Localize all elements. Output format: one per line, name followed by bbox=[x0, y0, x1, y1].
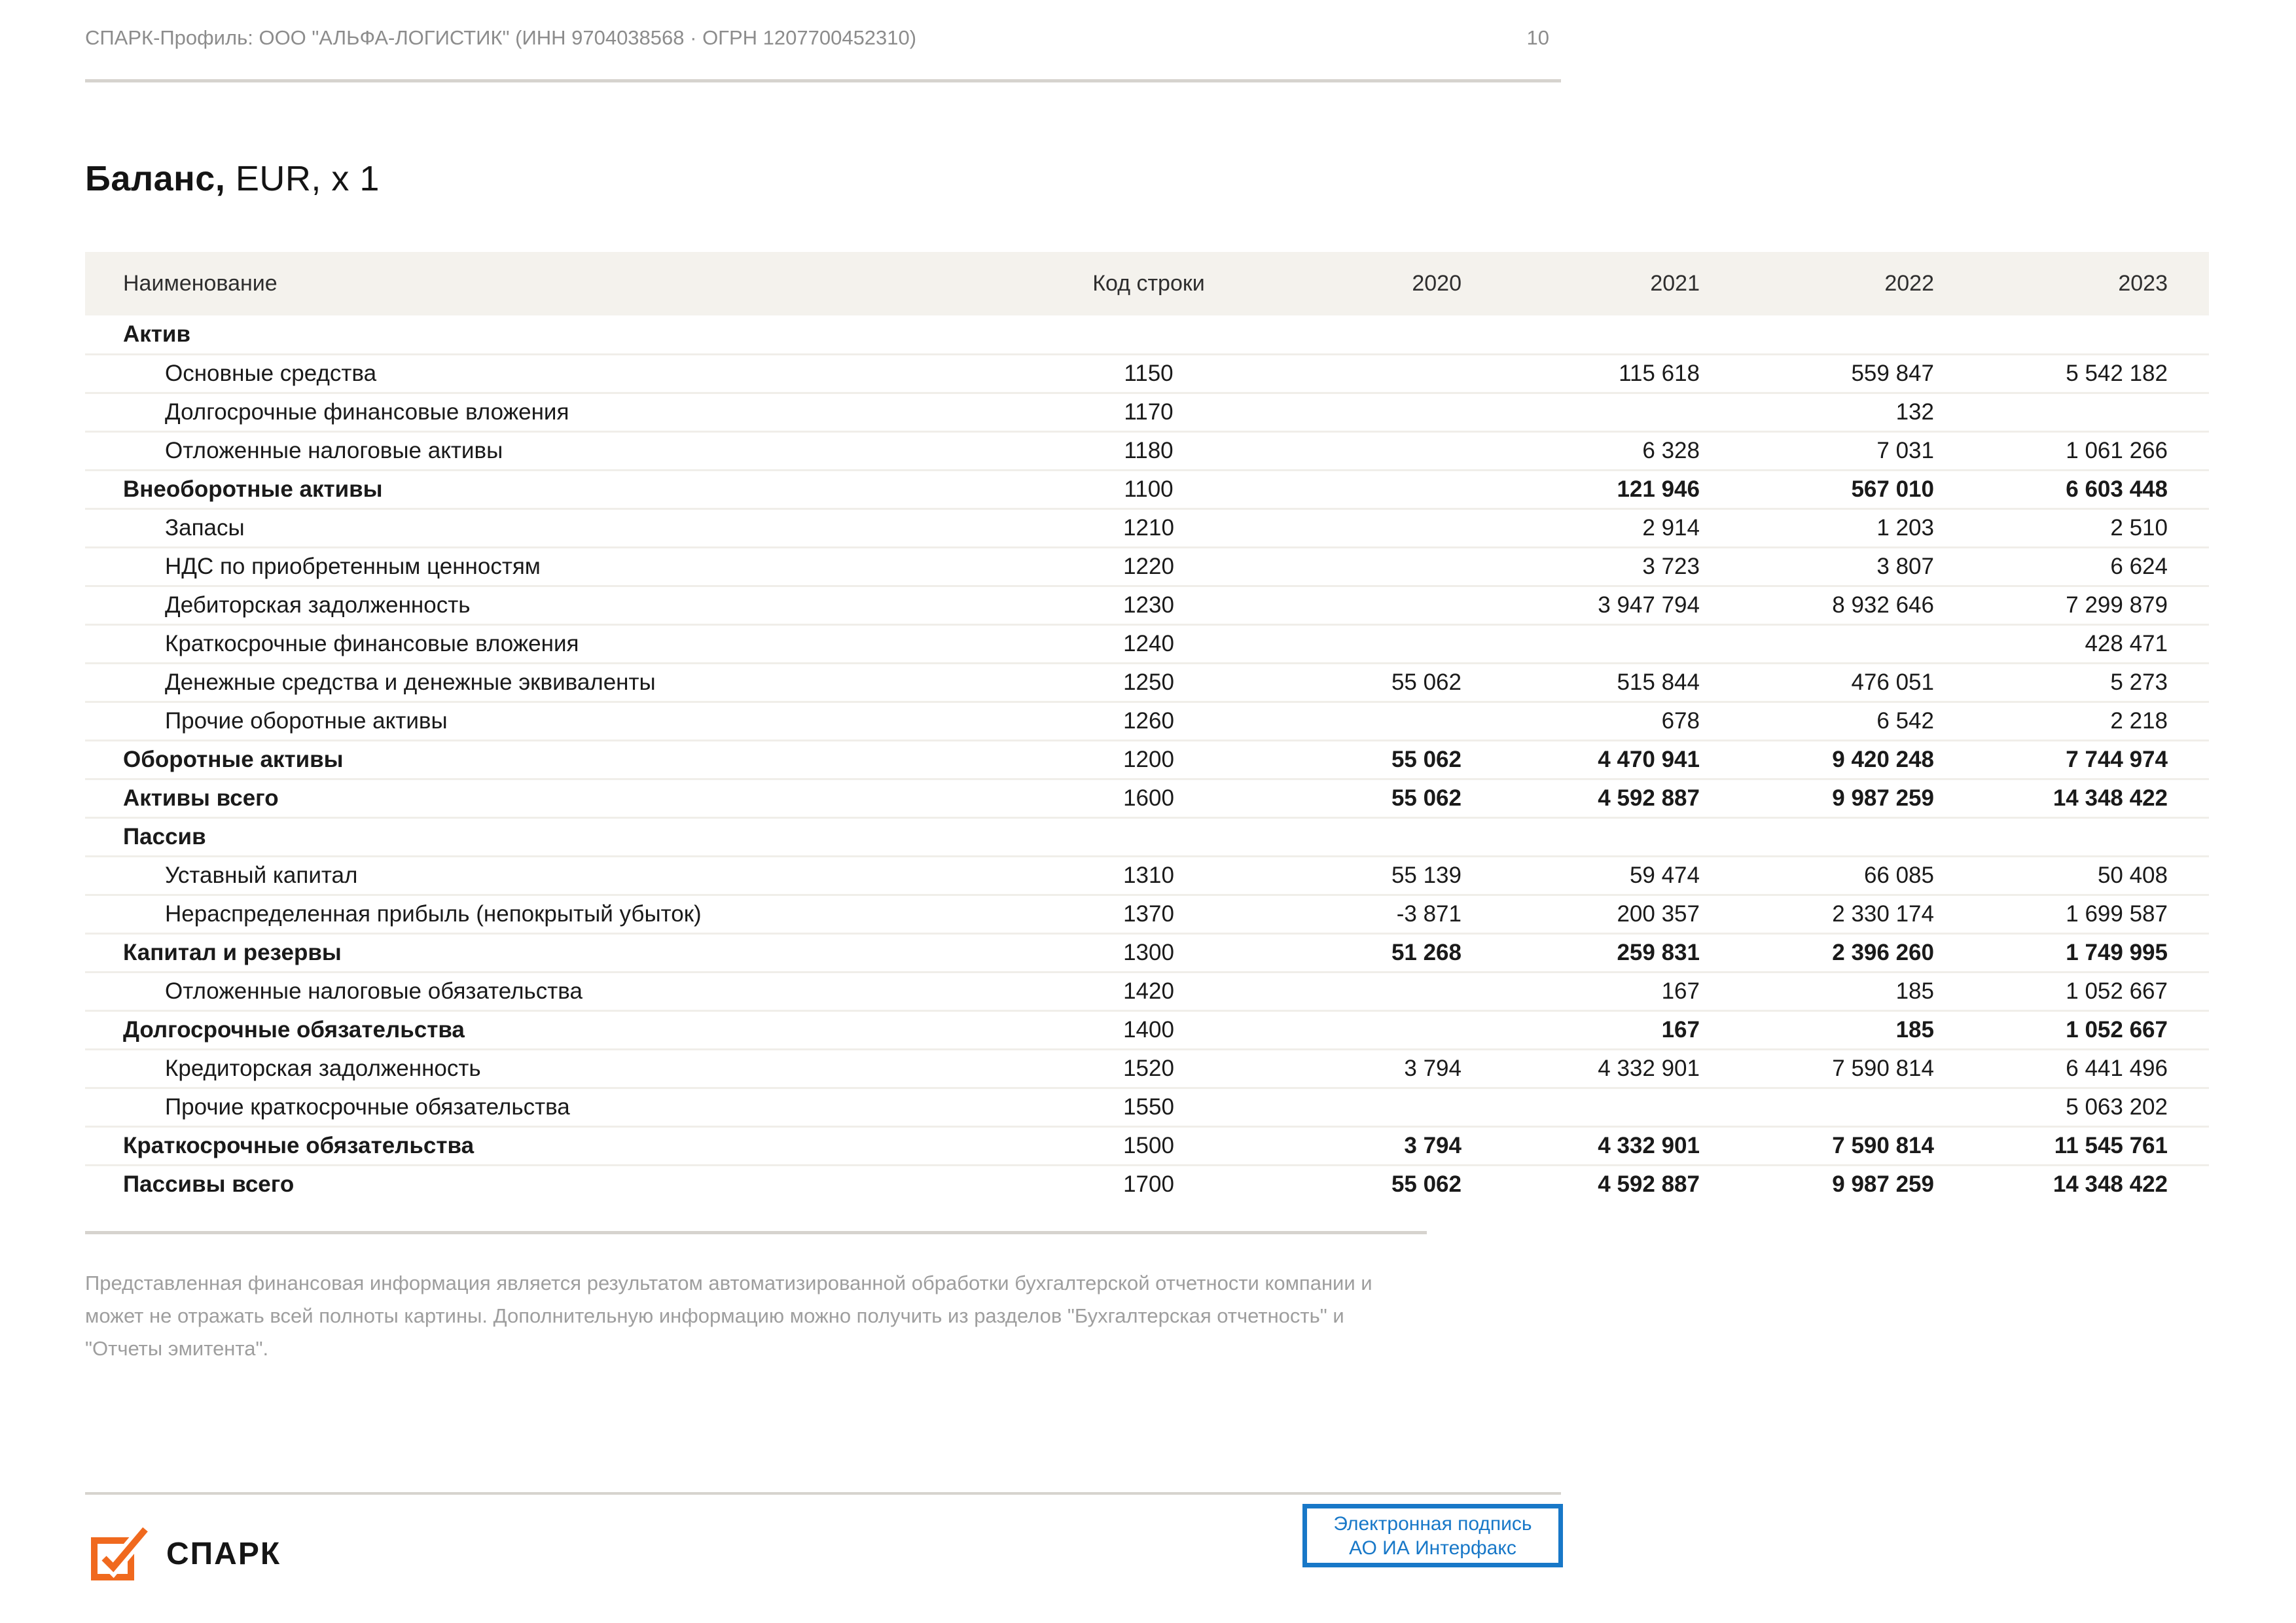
table-header bbox=[85, 252, 2209, 315]
row-value-2022: 2 330 174 bbox=[1741, 895, 1975, 933]
row-value-2020: 55 062 bbox=[1257, 740, 1503, 779]
title-units: EUR, x 1 bbox=[235, 159, 380, 198]
column-header-2020: 2020 bbox=[1257, 252, 1503, 315]
row-value-2020: 55 139 bbox=[1257, 856, 1503, 895]
row-value-2023: 14 348 422 bbox=[1975, 1165, 2209, 1204]
row-value-2022: 2 396 260 bbox=[1741, 933, 1975, 972]
row-name: Долгосрочные обязательства bbox=[85, 1010, 1041, 1049]
row-code: 1240 bbox=[1041, 624, 1257, 663]
table-row bbox=[85, 315, 2209, 354]
header-divider bbox=[85, 79, 1561, 82]
balance-table bbox=[85, 252, 2209, 1204]
row-value-2023: 2 510 bbox=[1975, 508, 2209, 547]
balance-table-container bbox=[85, 252, 2209, 1204]
table-row bbox=[85, 624, 2209, 663]
row-value-2023: 1 052 667 bbox=[1975, 1010, 2209, 1049]
row-code: 1210 bbox=[1041, 508, 1257, 547]
signature-line1: Электронная подпись bbox=[1333, 1512, 1532, 1535]
row-value-2022: 1 203 bbox=[1741, 508, 1975, 547]
row-code: 1420 bbox=[1041, 972, 1257, 1010]
row-value-2021: 515 844 bbox=[1503, 663, 1741, 702]
page-header bbox=[85, 26, 1561, 50]
table-row bbox=[85, 547, 2209, 586]
table-row bbox=[85, 933, 2209, 972]
row-name: Кредиторская задолженность bbox=[85, 1049, 1041, 1088]
row-name: Пассивы всего bbox=[85, 1165, 1041, 1204]
row-value-2021 bbox=[1503, 624, 1741, 663]
row-value-2022: 185 bbox=[1741, 972, 1975, 1010]
row-value-2023: 6 603 448 bbox=[1975, 470, 2209, 508]
spark-checkbox-icon bbox=[90, 1524, 156, 1584]
row-value-2022: 185 bbox=[1741, 1010, 1975, 1049]
spark-logo-text: СПАРК bbox=[166, 1537, 281, 1571]
table-row bbox=[85, 895, 2209, 933]
row-value-2023: 6 441 496 bbox=[1975, 1049, 2209, 1088]
row-value-2023: 50 408 bbox=[1975, 856, 2209, 895]
row-value-2021: 3 723 bbox=[1503, 547, 1741, 586]
signature-line2: АО ИА Интерфакс bbox=[1349, 1537, 1516, 1559]
row-name: Запасы bbox=[85, 508, 1041, 547]
row-name: Долгосрочные финансовые вложения bbox=[85, 393, 1041, 431]
row-value-2020 bbox=[1257, 817, 1503, 856]
row-name: Пассив bbox=[85, 817, 1041, 856]
row-value-2022: 567 010 bbox=[1741, 470, 1975, 508]
row-value-2020 bbox=[1257, 315, 1503, 354]
table-body bbox=[85, 315, 2209, 1204]
row-name: Краткосрочные финансовые вложения bbox=[85, 624, 1041, 663]
row-value-2020 bbox=[1257, 470, 1503, 508]
table-row bbox=[85, 1010, 2209, 1049]
column-header-2023: 2023 bbox=[1975, 252, 2209, 315]
row-value-2020: 55 062 bbox=[1257, 663, 1503, 702]
row-code: 1230 bbox=[1041, 586, 1257, 624]
table-row bbox=[85, 702, 2209, 740]
row-value-2022: 66 085 bbox=[1741, 856, 1975, 895]
row-value-2020: -3 871 bbox=[1257, 895, 1503, 933]
row-value-2021: 6 328 bbox=[1503, 431, 1741, 470]
row-value-2022: 7 590 814 bbox=[1741, 1049, 1975, 1088]
row-value-2023: 7 299 879 bbox=[1975, 586, 2209, 624]
row-code: 1250 bbox=[1041, 663, 1257, 702]
spark-logo bbox=[90, 1524, 281, 1584]
row-value-2021: 200 357 bbox=[1503, 895, 1741, 933]
table-row bbox=[85, 1049, 2209, 1088]
row-value-2021: 167 bbox=[1503, 1010, 1741, 1049]
row-code: 1600 bbox=[1041, 779, 1257, 817]
header-profile-text: СПАРК-Профиль: ООО "АЛЬФА-ЛОГИСТИК" (ИНН 9704038568 · ОГРН 1207700452310) bbox=[85, 26, 917, 49]
row-code: 1150 bbox=[1041, 354, 1257, 393]
row-value-2023: 6 624 bbox=[1975, 547, 2209, 586]
row-value-2022 bbox=[1741, 817, 1975, 856]
row-value-2020 bbox=[1257, 547, 1503, 586]
row-value-2021 bbox=[1503, 817, 1741, 856]
row-code: 1100 bbox=[1041, 470, 1257, 508]
table-row bbox=[85, 431, 2209, 470]
table-row bbox=[85, 470, 2209, 508]
disclaimer-text: Представленная финансовая информация является результатом автоматизированной обработки бухгалтерской отчетности компании и может не отражать всей полноты картины. Дополнительную информацию можно получить из разделов "Бухгалтерская отчетность" и "Отчеты эмитента". bbox=[85, 1272, 1372, 1360]
row-value-2020 bbox=[1257, 1088, 1503, 1126]
row-code: 1500 bbox=[1041, 1126, 1257, 1165]
table-row bbox=[85, 779, 2209, 817]
row-name: Прочие оборотные активы bbox=[85, 702, 1041, 740]
column-header-name: Наименование bbox=[85, 252, 1041, 315]
row-code bbox=[1041, 315, 1257, 354]
page-number: 10 bbox=[1526, 26, 1549, 49]
row-value-2022: 7 031 bbox=[1741, 431, 1975, 470]
row-code: 1170 bbox=[1041, 393, 1257, 431]
table-row bbox=[85, 972, 2209, 1010]
row-code: 1520 bbox=[1041, 1049, 1257, 1088]
row-value-2022: 476 051 bbox=[1741, 663, 1975, 702]
row-value-2021: 3 947 794 bbox=[1503, 586, 1741, 624]
row-value-2022 bbox=[1741, 624, 1975, 663]
row-value-2020: 51 268 bbox=[1257, 933, 1503, 972]
row-value-2022: 9 987 259 bbox=[1741, 779, 1975, 817]
row-value-2022: 7 590 814 bbox=[1741, 1126, 1975, 1165]
row-value-2021: 4 332 901 bbox=[1503, 1049, 1741, 1088]
row-value-2022: 9 420 248 bbox=[1741, 740, 1975, 779]
row-name: Капитал и резервы bbox=[85, 933, 1041, 972]
page-title bbox=[85, 158, 380, 199]
table-row bbox=[85, 1126, 2209, 1165]
row-value-2021 bbox=[1503, 1088, 1741, 1126]
row-value-2021 bbox=[1503, 393, 1741, 431]
row-value-2020 bbox=[1257, 702, 1503, 740]
row-value-2022 bbox=[1741, 315, 1975, 354]
table-row bbox=[85, 508, 2209, 547]
row-value-2020 bbox=[1257, 431, 1503, 470]
row-value-2022: 8 932 646 bbox=[1741, 586, 1975, 624]
row-code: 1300 bbox=[1041, 933, 1257, 972]
column-header-2021: 2021 bbox=[1503, 252, 1741, 315]
row-value-2023 bbox=[1975, 393, 2209, 431]
row-value-2023: 1 699 587 bbox=[1975, 895, 2209, 933]
footer-divider bbox=[85, 1492, 1561, 1495]
row-value-2020: 3 794 bbox=[1257, 1126, 1503, 1165]
row-name: Краткосрочные обязательства bbox=[85, 1126, 1041, 1165]
row-code: 1700 bbox=[1041, 1165, 1257, 1204]
row-value-2022: 132 bbox=[1741, 393, 1975, 431]
row-value-2021: 259 831 bbox=[1503, 933, 1741, 972]
row-value-2021: 121 946 bbox=[1503, 470, 1741, 508]
row-value-2022: 9 987 259 bbox=[1741, 1165, 1975, 1204]
row-name: Уставный капитал bbox=[85, 856, 1041, 895]
row-value-2020 bbox=[1257, 354, 1503, 393]
row-value-2021: 115 618 bbox=[1503, 354, 1741, 393]
table-row bbox=[85, 740, 2209, 779]
table-row bbox=[85, 393, 2209, 431]
row-value-2020 bbox=[1257, 972, 1503, 1010]
row-value-2020: 55 062 bbox=[1257, 1165, 1503, 1204]
table-row bbox=[85, 856, 2209, 895]
row-value-2021: 4 592 887 bbox=[1503, 1165, 1741, 1204]
row-value-2020: 55 062 bbox=[1257, 779, 1503, 817]
row-code: 1260 bbox=[1041, 702, 1257, 740]
row-value-2023: 1 052 667 bbox=[1975, 972, 2209, 1010]
row-code: 1310 bbox=[1041, 856, 1257, 895]
row-value-2023: 14 348 422 bbox=[1975, 779, 2209, 817]
row-name: Прочие краткосрочные обязательства bbox=[85, 1088, 1041, 1126]
row-value-2021: 4 470 941 bbox=[1503, 740, 1741, 779]
row-value-2023: 7 744 974 bbox=[1975, 740, 2209, 779]
row-name: Отложенные налоговые активы bbox=[85, 431, 1041, 470]
row-value-2021: 2 914 bbox=[1503, 508, 1741, 547]
row-value-2023: 5 542 182 bbox=[1975, 354, 2209, 393]
row-value-2020 bbox=[1257, 393, 1503, 431]
row-name: Внеоборотные активы bbox=[85, 470, 1041, 508]
table-row bbox=[85, 817, 2209, 856]
row-value-2023: 1 749 995 bbox=[1975, 933, 2209, 972]
row-name: Нераспределенная прибыль (непокрытый убыток) bbox=[85, 895, 1041, 933]
row-value-2021: 4 332 901 bbox=[1503, 1126, 1741, 1165]
row-value-2023: 11 545 761 bbox=[1975, 1126, 2209, 1165]
row-code: 1180 bbox=[1041, 431, 1257, 470]
row-name: Оборотные активы bbox=[85, 740, 1041, 779]
row-name: Денежные средства и денежные эквиваленты bbox=[85, 663, 1041, 702]
row-name: НДС по приобретенным ценностям bbox=[85, 547, 1041, 586]
row-code: 1400 bbox=[1041, 1010, 1257, 1049]
electronic-signature-stamp[interactable] bbox=[1302, 1504, 1563, 1567]
row-code: 1550 bbox=[1041, 1088, 1257, 1126]
row-value-2023: 428 471 bbox=[1975, 624, 2209, 663]
table-row bbox=[85, 1088, 2209, 1126]
row-code bbox=[1041, 817, 1257, 856]
row-value-2020 bbox=[1257, 586, 1503, 624]
row-name: Активы всего bbox=[85, 779, 1041, 817]
row-value-2021 bbox=[1503, 315, 1741, 354]
table-row bbox=[85, 354, 2209, 393]
row-code: 1220 bbox=[1041, 547, 1257, 586]
row-value-2022 bbox=[1741, 1088, 1975, 1126]
table-row bbox=[85, 586, 2209, 624]
column-header-2022: 2022 bbox=[1741, 252, 1975, 315]
row-name: Дебиторская задолженность bbox=[85, 586, 1041, 624]
row-value-2020 bbox=[1257, 508, 1503, 547]
row-code: 1370 bbox=[1041, 895, 1257, 933]
row-value-2023: 1 061 266 bbox=[1975, 431, 2209, 470]
row-name: Отложенные налоговые обязательства bbox=[85, 972, 1041, 1010]
row-value-2020 bbox=[1257, 624, 1503, 663]
row-value-2021: 4 592 887 bbox=[1503, 779, 1741, 817]
row-value-2022: 559 847 bbox=[1741, 354, 1975, 393]
row-value-2021: 59 474 bbox=[1503, 856, 1741, 895]
row-name: Актив bbox=[123, 321, 190, 347]
row-value-2023: 5 273 bbox=[1975, 663, 2209, 702]
row-code: 1200 bbox=[1041, 740, 1257, 779]
row-value-2021: 678 bbox=[1503, 702, 1741, 740]
row-name: Основные средства bbox=[85, 354, 1041, 393]
row-value-2023: 2 218 bbox=[1975, 702, 2209, 740]
row-value-2020: 3 794 bbox=[1257, 1049, 1503, 1088]
row-value-2023 bbox=[1975, 817, 2209, 856]
table-row bbox=[85, 1165, 2209, 1204]
title-main: Баланс, bbox=[85, 159, 226, 198]
table-bottom-divider bbox=[85, 1231, 1427, 1234]
row-value-2021: 167 bbox=[1503, 972, 1741, 1010]
row-value-2023: 5 063 202 bbox=[1975, 1088, 2209, 1126]
table-row bbox=[85, 663, 2209, 702]
row-value-2020 bbox=[1257, 1010, 1503, 1049]
table-header-row bbox=[85, 252, 2209, 315]
row-value-2023 bbox=[1975, 315, 2209, 354]
column-header-code: Код строки bbox=[1041, 252, 1257, 315]
row-value-2022: 3 807 bbox=[1741, 547, 1975, 586]
row-value-2022: 6 542 bbox=[1741, 702, 1975, 740]
